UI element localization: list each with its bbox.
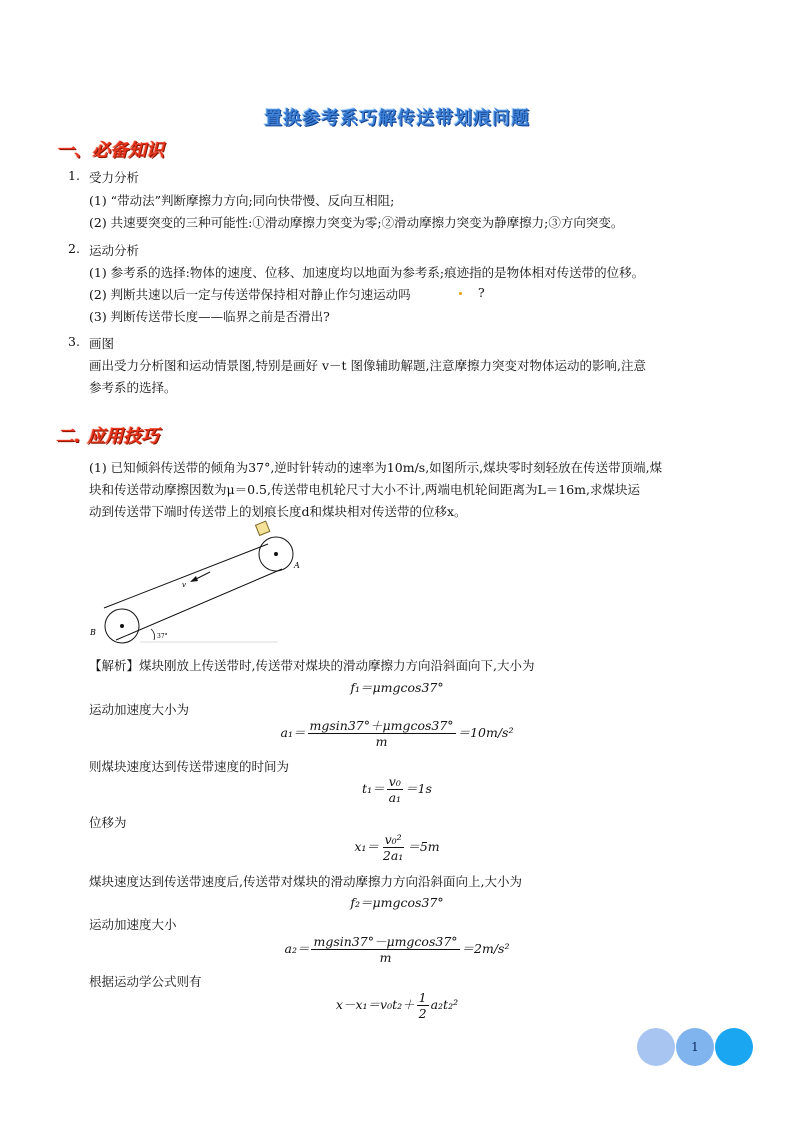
list-heading: 受力分析 xyxy=(89,170,140,185)
page-number: 1 xyxy=(691,1040,699,1054)
equation-f2: f₂＝μmgcos37° xyxy=(350,895,444,910)
page-title: 置换参考系巧解传送带划痕问题 xyxy=(264,108,530,129)
list-line: (2) 共速要突变的三种可能性:①滑动摩擦力突变为零;②滑动摩擦力突变为静摩擦力;③方向突变。 xyxy=(89,215,624,230)
label-a: A xyxy=(294,561,300,570)
solution-line: 则煤块速度达到传送带速度的时间为 xyxy=(89,759,290,774)
solution-line: 煤块速度达到传送带速度后,传送带对煤块的滑动摩擦力方向沿斜面向上,大小为 xyxy=(89,874,522,889)
highlight-dot xyxy=(459,292,462,295)
equation-f1: f₁＝μmgcos37° xyxy=(350,680,444,695)
problem-line: (1) 已知倾斜传送带的倾角为37°,逆时针转动的速率为10m/s,如图所示,煤块零时刻轻放在传送带顶端,煤 xyxy=(89,460,663,475)
solution-line: 根据运动学公式则有 xyxy=(89,974,202,989)
list-heading: 画图 xyxy=(89,336,115,351)
equation-x1: x₁＝ $\frac{\text{v₀²}}{\text{2a₁}}$ ＝5m xyxy=(354,832,440,863)
solution-line: 位移为 xyxy=(89,815,127,830)
list-number: 1. xyxy=(68,168,80,183)
list-line: 画出受力分析图和运动情景图,特别是画好 v－t 图像辅助解题,注意摩擦力突变对物体运动的影响,注意 xyxy=(89,358,646,373)
label-angle: 37° xyxy=(157,633,168,640)
problem-line: 动到传送带下端时传送带上的划痕长度d和煤块相对传送带的位移x。 xyxy=(89,504,467,519)
page-circle-right xyxy=(715,1028,753,1066)
list-line: 参考系的选择。 xyxy=(89,380,177,395)
section-heading-knowledge: 一、必备知识 xyxy=(56,140,164,161)
equation-a2: a₂＝ $\frac{\text{mgsin37°－μmgcos37°}}{m}$ ＝2m/s² xyxy=(284,934,510,965)
page-circle-left xyxy=(637,1028,675,1066)
problem-line: 块和传送带动摩擦因数为μ＝0.5,传送带电机轮尺寸大小不计,两端电机轮间距离为L＝16m,求煤块运 xyxy=(89,482,640,497)
list-line: (1) “带动法”判断摩擦力方向;同向快带慢、反向互相阻; xyxy=(89,193,395,208)
list-line: (2) 判断共速以后一定与传送带保持相对静止作匀速运动吗 xyxy=(89,287,411,302)
label-v: v xyxy=(182,581,186,589)
equation-t1: t₁＝ $\frac{\text{v₀}}{\text{a₁}}$ ＝1s xyxy=(362,774,432,805)
equation-kinematics: x－x₁＝v₀t₂＋ $\frac{1}{2}$ a₂t₂² xyxy=(335,990,459,1021)
section-heading-skills: 二. 应用技巧 xyxy=(56,426,160,447)
label-b: B xyxy=(90,628,96,637)
list-number: 3. xyxy=(68,334,80,349)
solution-line: 【解析】煤块刚放上传送带时,传送带对煤块的滑动摩擦力方向沿斜面向下,大小为 xyxy=(89,658,535,673)
equation-a1: a₁＝ $\frac{\text{mgsin37°＋μmgcos37°}}{m}$ ＝10m/s² xyxy=(280,718,514,749)
list-number: 2. xyxy=(68,241,80,256)
list-line: (1) 参考系的选择:物体的速度、位移、加速度均以地面为参考系;痕迹指的是物体相对传送带的位移。 xyxy=(89,265,645,280)
list-line-mark: ? xyxy=(478,285,485,300)
solution-line: 运动加速度大小 xyxy=(89,917,177,932)
conveyor-belt-figure xyxy=(88,520,298,648)
list-heading: 运动分析 xyxy=(89,243,140,258)
page-number-badge xyxy=(637,1028,753,1068)
list-line: (3) 判断传送带长度——临界之前是否滑出? xyxy=(89,309,330,324)
coal-block xyxy=(255,521,269,535)
solution-line: 运动加速度大小为 xyxy=(89,702,190,717)
